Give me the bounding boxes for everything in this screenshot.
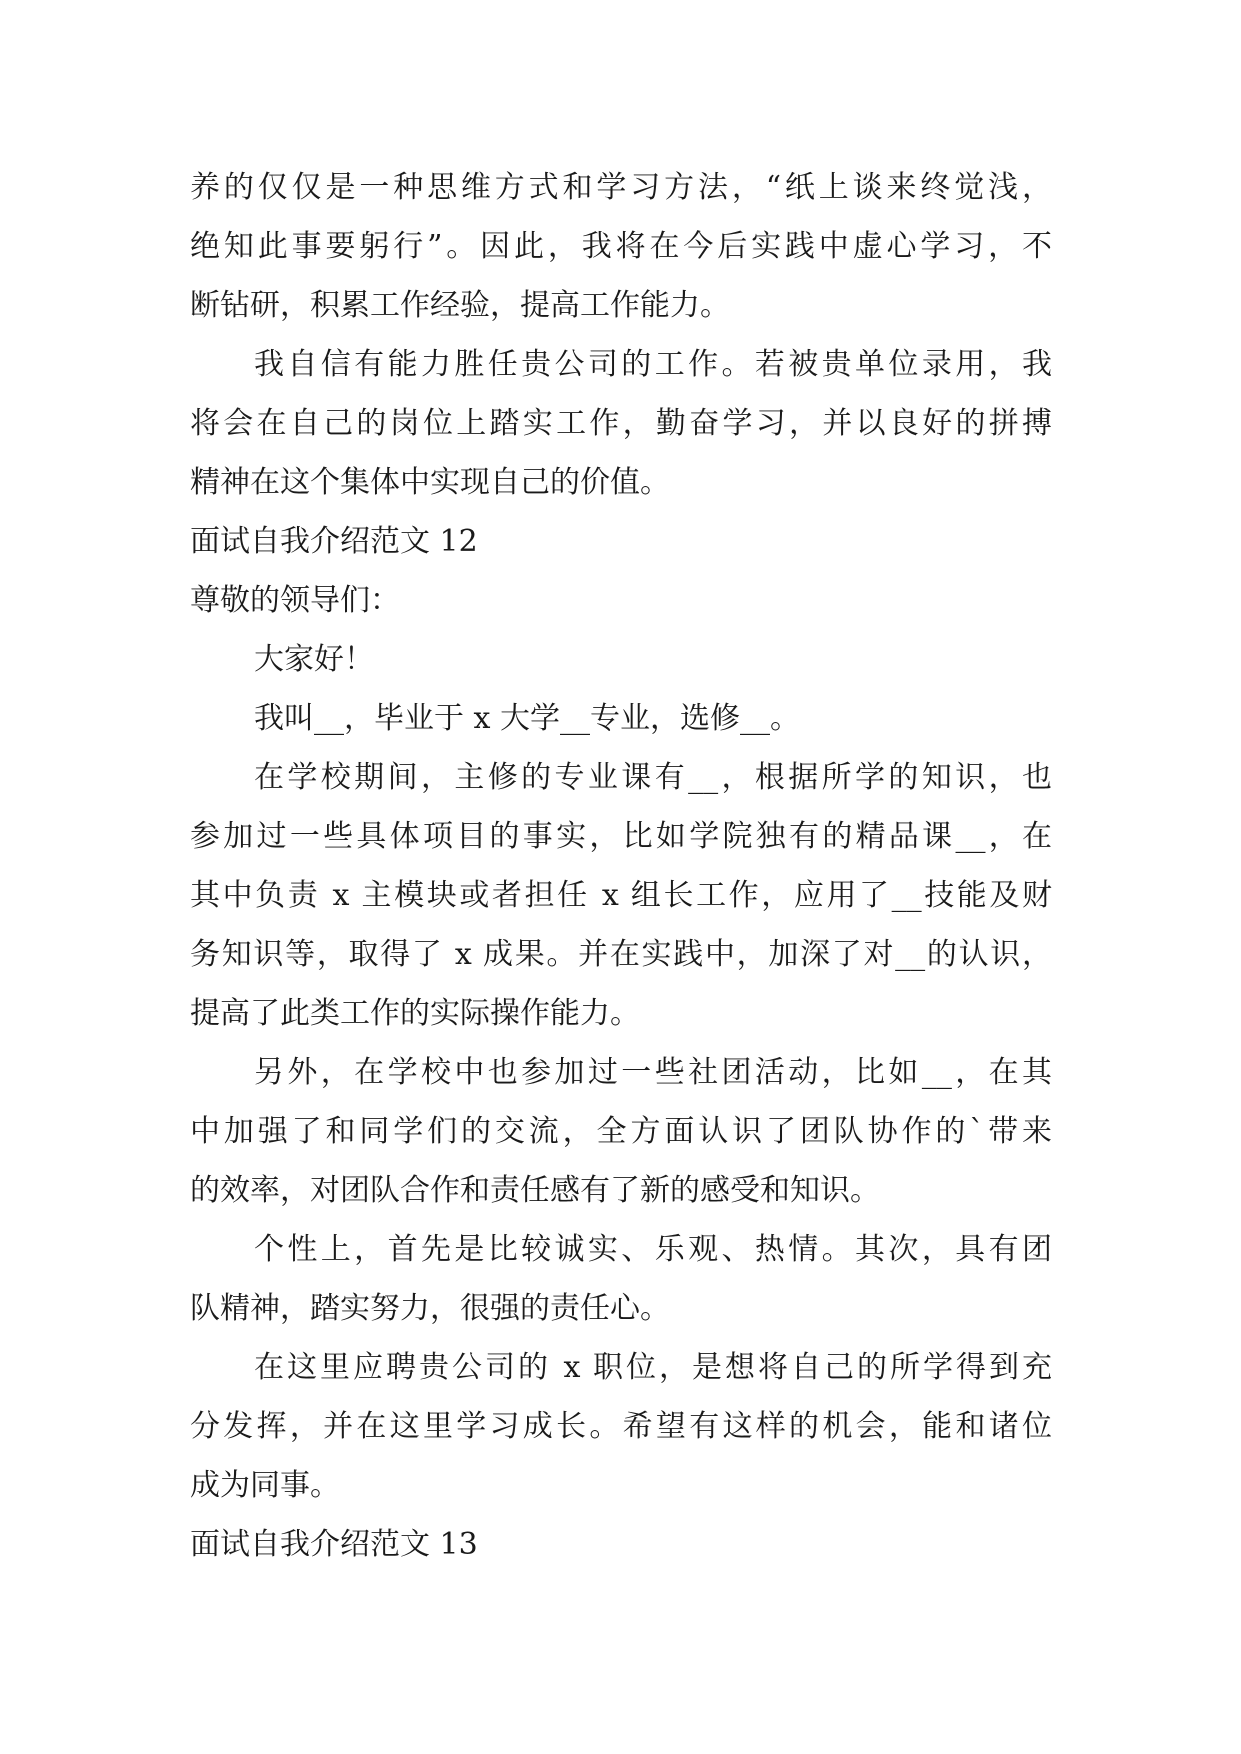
paragraph-line: 养的仅仅是一种思维方式和学习方法，“纸上谈来终觉浅， bbox=[190, 170, 1052, 205]
greeting: 大家好！ bbox=[254, 642, 374, 677]
paragraph-line: 分发挥，并在这里学习成长。希望有这样的机会，能和诸位 bbox=[190, 1409, 1052, 1444]
paragraph-line: 在学校期间，主修的专业课有__，根据所学的知识，也 bbox=[254, 760, 1052, 795]
paragraph-line: 个性上，首先是比较诚实、乐观、热情。其次，具有团 bbox=[254, 1232, 1052, 1267]
paragraph-line: 其中负责 x 主模块或者担任 x 组长工作，应用了__技能及财 bbox=[190, 878, 1052, 913]
paragraph-line: 断钻研，积累工作经验，提高工作能力。 bbox=[190, 288, 730, 323]
salutation: 尊敬的领导们： bbox=[190, 583, 400, 618]
section-heading: 面试自我介绍范文 12 bbox=[190, 524, 478, 559]
paragraph-line: 绝知此事要躬行”。因此，我将在今后实践中虚心学习，不 bbox=[190, 229, 1052, 264]
paragraph-line: 提高了此类工作的实际操作能力。 bbox=[190, 996, 640, 1031]
paragraph-line: 另外，在学校中也参加过一些社团活动，比如__，在其 bbox=[254, 1055, 1052, 1090]
paragraph-line: 参加过一些具体项目的事实，比如学院独有的精品课__，在 bbox=[190, 819, 1052, 854]
paragraph-line: 成为同事。 bbox=[190, 1468, 340, 1503]
section-heading: 面试自我介绍范文 13 bbox=[190, 1527, 478, 1562]
paragraph-line: 将会在自己的岗位上踏实工作，勤奋学习，并以良好的拼搏 bbox=[190, 406, 1052, 441]
document-body bbox=[190, 158, 1052, 1574]
paragraph-line: 精神在这个集体中实现自己的价值。 bbox=[190, 465, 670, 500]
paragraph-line: 队精神，踏实努力，很强的责任心。 bbox=[190, 1291, 670, 1326]
paragraph-line: 在这里应聘贵公司的 x 职位，是想将自己的所学得到充 bbox=[254, 1350, 1052, 1385]
paragraph-line: 务知识等，取得了 x 成果。并在实践中，加深了对__的认识， bbox=[190, 937, 1052, 972]
paragraph-line: 中加强了和同学们的交流，全方面认识了团队协作的`带来 bbox=[190, 1114, 1052, 1149]
paragraph-line: 的效率，对团队合作和责任感有了新的感受和知识。 bbox=[190, 1173, 880, 1208]
paragraph-line: 我叫__，毕业于 x 大学__专业，选修__。 bbox=[254, 701, 800, 736]
paragraph-line: 我自信有能力胜任贵公司的工作。若被贵单位录用，我 bbox=[254, 347, 1052, 382]
